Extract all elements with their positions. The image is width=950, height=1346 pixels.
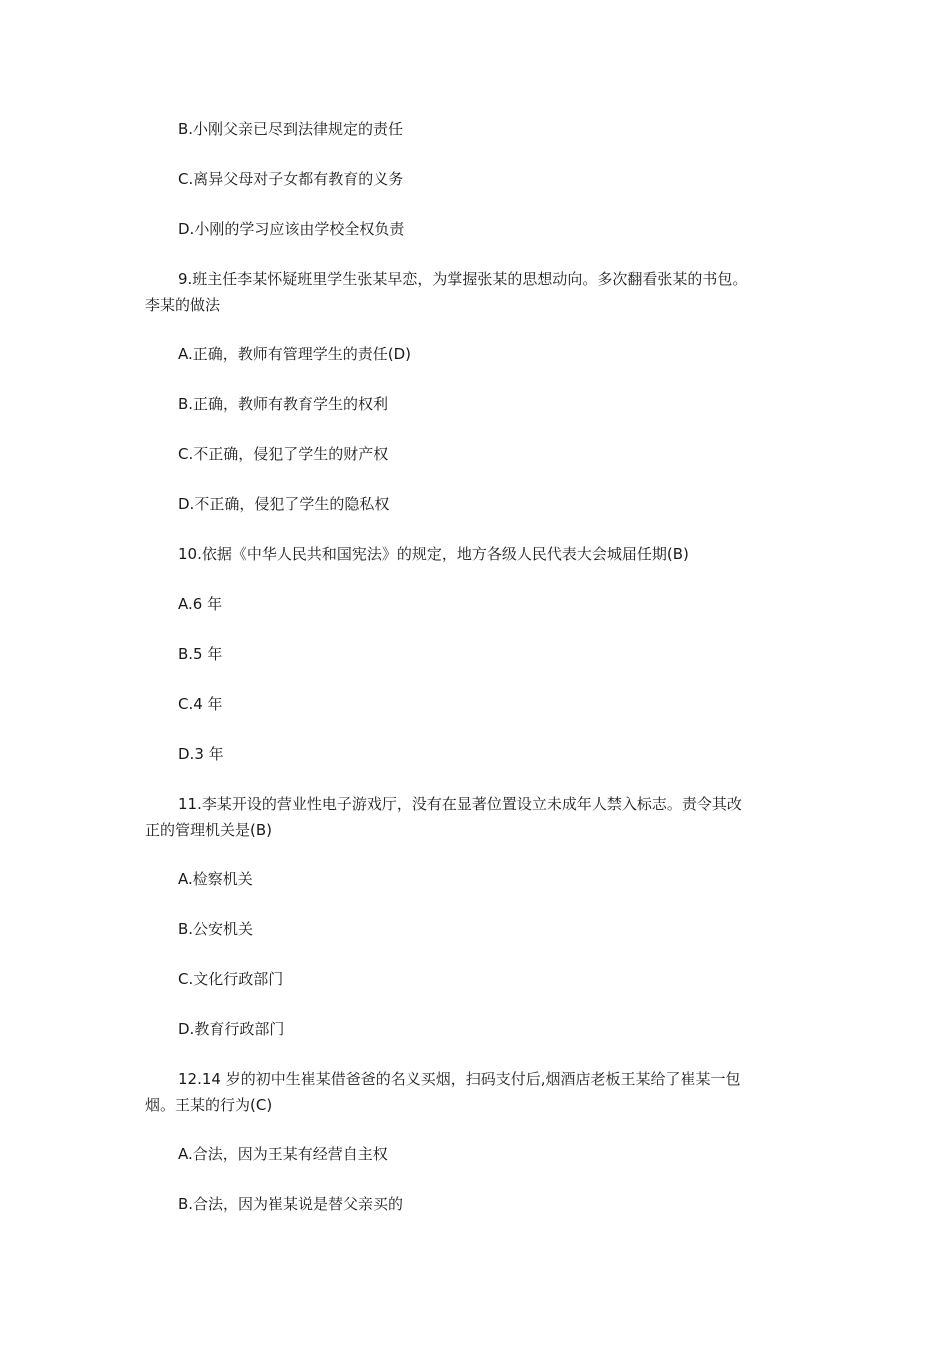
option-d-q10: D.3 年 <box>178 745 224 763</box>
option-b-q9: B.正确，教师有教育学生的权利 <box>178 395 389 413</box>
question-9-line-1: 9.班主任李某怀疑班里学生张某早恋，为掌握张某的思想动向。多次翻看张某的书包。 <box>178 270 748 288</box>
option-c-q8: C.离异父母对子女都有教育的义务 <box>178 170 404 188</box>
option-a-q11: A.检察机关 <box>178 870 253 888</box>
question-10: 10.依据《中华人民共和国宪法》的规定，地方各级人民代表大会城届任期(B) <box>178 545 689 563</box>
option-a-q12: A.合法，因为王某有经营自主权 <box>178 1145 388 1163</box>
option-c-q11: C.文化行政部门 <box>178 970 284 988</box>
question-11-line-2: 正的管理机关是(B) <box>145 821 272 839</box>
option-b-q11: B.公安机关 <box>178 920 254 938</box>
question-9-line-2: 李某的做法 <box>145 296 221 314</box>
option-a-q9: A.正确，教师有管理学生的责任(D) <box>178 345 412 363</box>
option-b-q10: B.5 年 <box>178 645 223 663</box>
option-d-q8: D.小刚的学习应该由学校全权负责 <box>178 220 405 238</box>
question-12-line-1: 12.14 岁的初中生崔某借爸爸的名义买烟，扫码支付后,烟酒店老板王某给了崔某一包 <box>178 1070 741 1088</box>
option-c-q10: C.4 年 <box>178 695 223 713</box>
option-c-q9: C.不正确，侵犯了学生的财产权 <box>178 445 389 463</box>
question-12-line-2: 烟。王某的行为(C) <box>145 1096 273 1114</box>
option-b-q8: B.小刚父亲已尽到法律规定的责任 <box>178 120 404 138</box>
question-11-line-1: 11.李某开设的营业性电子游戏厅，没有在显著位置设立未成年人禁入标志。责令其改 <box>178 795 742 813</box>
option-a-q10: A.6 年 <box>178 595 223 613</box>
option-d-q11: D.教育行政部门 <box>178 1020 285 1038</box>
option-d-q9: D.不正确，侵犯了学生的隐私权 <box>178 495 390 513</box>
option-b-q12: B.合法，因为崔某说是替父亲买的 <box>178 1195 404 1213</box>
